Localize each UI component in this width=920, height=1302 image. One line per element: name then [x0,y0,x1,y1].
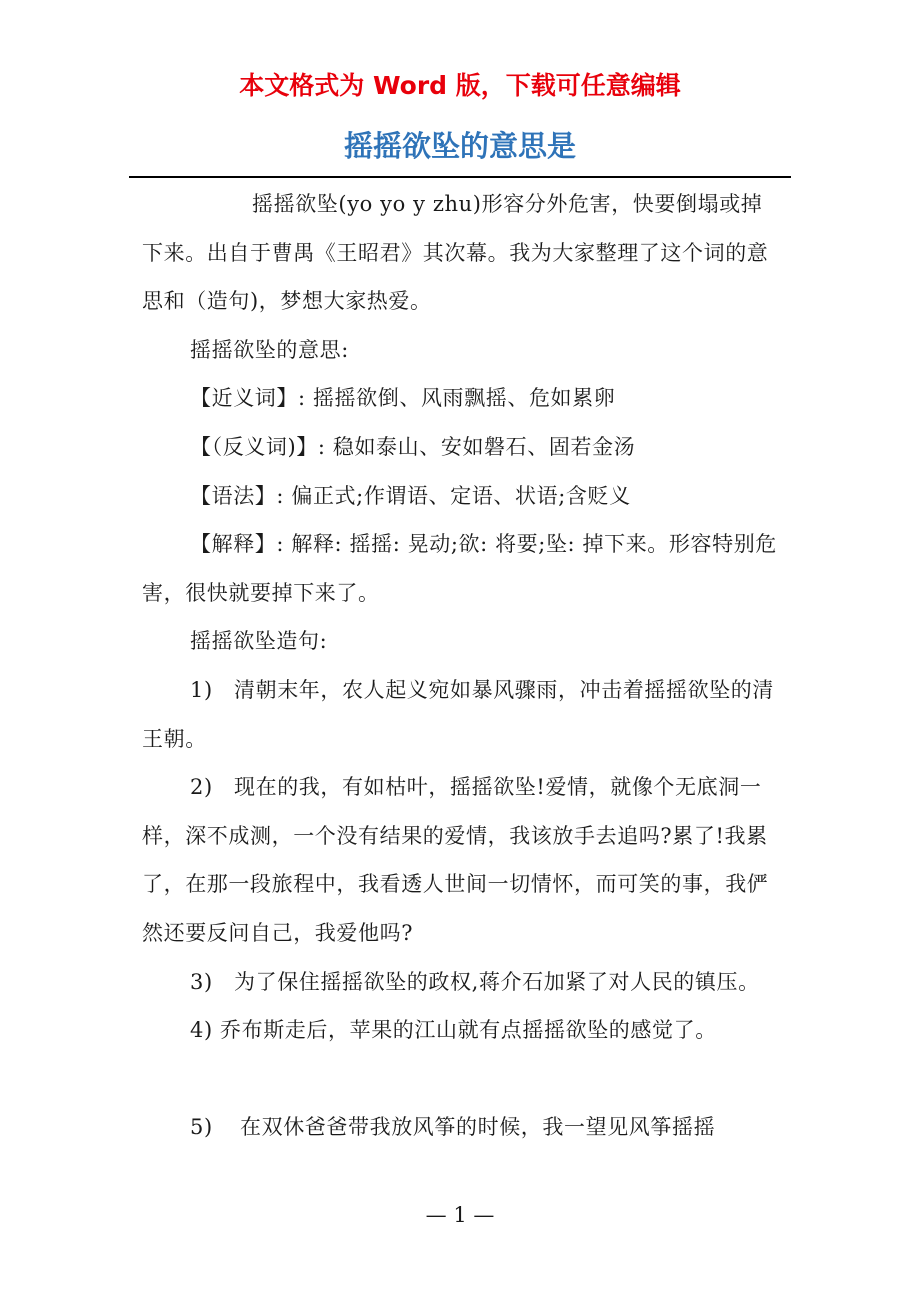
explanation-paragraph: 【解释】: 解释: 摇摇: 晃动;欲: 将要;坠: 掉下来。形容特别危害，很快就要掉下来了。 [142,532,777,605]
page-number: — 1 — [425,1203,495,1227]
sentence-item [142,763,782,957]
header-rule [129,176,791,178]
sentence-item [142,1006,782,1055]
sentence-item [142,666,782,763]
grammar-line: 【语法】: 偏正式;作谓语、定语、状语;含贬义 [190,483,631,508]
sentences-heading: 摇摇欲坠造句: [190,629,328,654]
document-title: 摇摇欲坠的意思是 [343,129,576,163]
document-body [142,180,782,1152]
sentence-text: 乔布斯走后，苹果的江山就有点摇摇欲坠的感觉了。 [220,1018,717,1043]
antonyms-line: 【（反义词)】: 稳如泰山、安如磐石、固若金汤 [190,434,636,459]
sentence-text: 在双休爸爸带我放风筝的时候，我一望见风筝摇摇 [240,1115,716,1140]
intro-paragraph: 摇摇欲坠(yo yo y zhu)形容分外危害，快要倒塌或掉下来。出自于曹禺《王昭君》其次幕。我为大家整理了这个词的意思和（造句)，梦想大家热爱。 [142,192,769,314]
meaning-heading: 摇摇欲坠的意思: [190,337,349,362]
sentence-number: 5) [190,1115,213,1140]
sentence-text: 为了保住摇摇欲坠的政权,蒋介石加紧了对人民的镇压。 [234,969,760,994]
sentence-text: 清朝末年，农人起义宛如暴风骤雨，冲击着摇摇欲坠的清王朝。 [142,677,774,751]
sentence-item [142,958,782,1007]
synonyms-line: 【近义词】: 摇摇欲倒、风雨飘摇、危如累卵 [190,386,616,411]
format-banner: 本文格式为 Word 版，下载可任意编辑 [239,71,681,100]
sentence-text: 现在的我，有如枯叶，摇摇欲坠!爱情，就像个无底洞一样，深不成测，一个没有结果的爱情，我该放手去追吗?累了!我累了，在那一段旅程中，我看透人世间一切情怀，而可笑的事，我俨然还要反问自己，我爱他吗? [142,775,769,945]
sentence-item [142,1103,782,1152]
sentence-number: 1) [190,677,213,702]
sentence-number: 4) [190,1018,213,1043]
sentence-number: 3) [190,969,213,994]
sentence-number: 2) [190,775,213,800]
